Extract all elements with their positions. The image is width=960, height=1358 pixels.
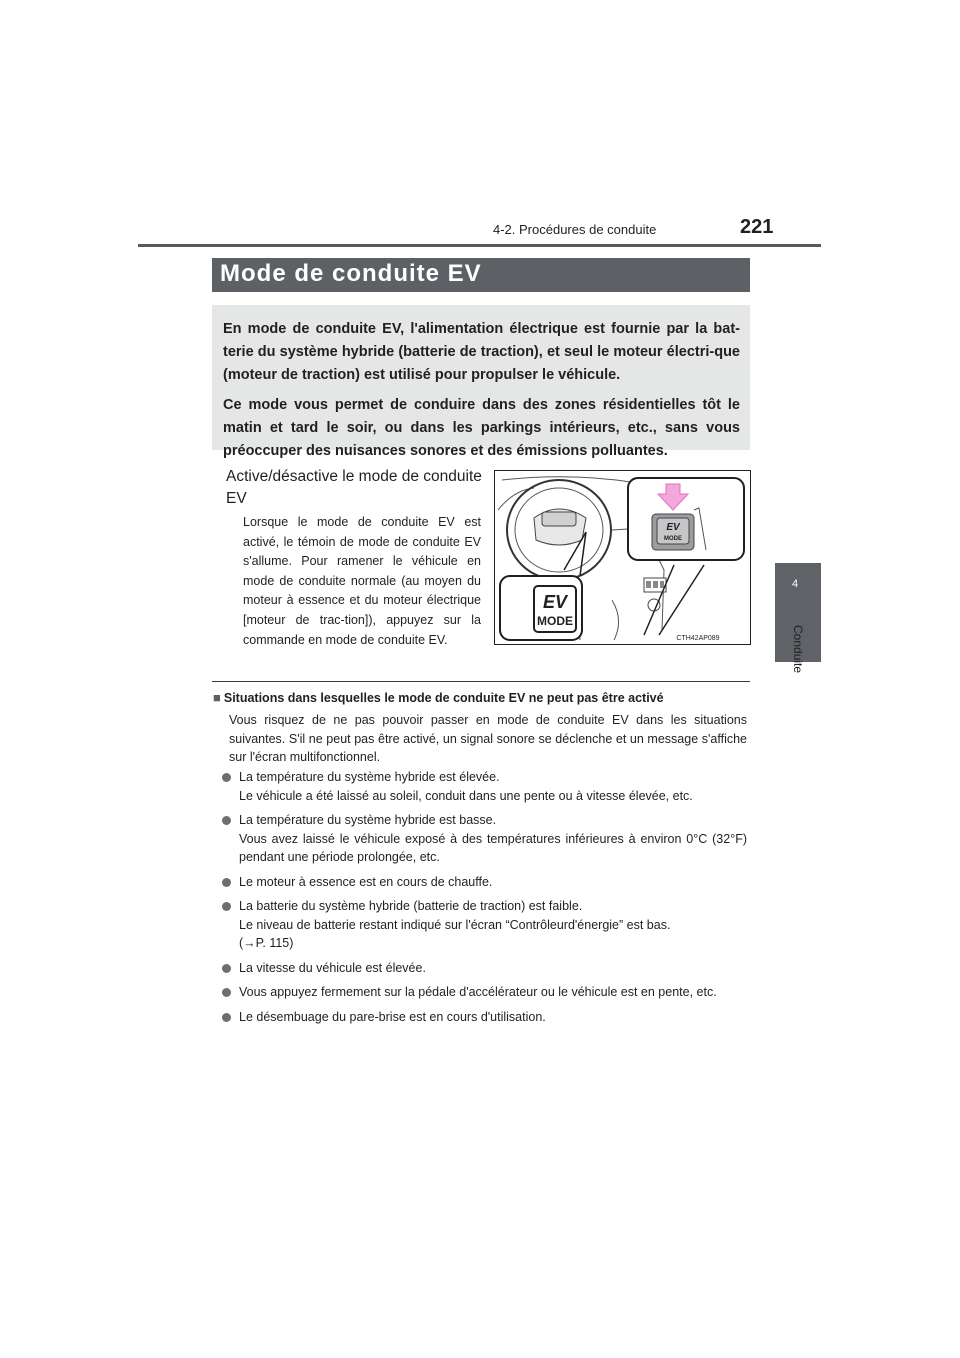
list-item-main: Vous appuyez fermement sur la pédale d'accélérateur ou le véhicule est en pente, etc. [239, 985, 717, 999]
callout-mode-label: MODE [537, 614, 573, 628]
chapter-label: Conduite [791, 625, 805, 674]
intro-paragraph: En mode de conduite EV, l'alimentation électrique est fournie par la bat-terie du système hybride (batterie de traction), et seul le moteur électri-que (moteur de traction) est utilisé pour propulser le véhicule. [223, 321, 740, 383]
control-description: Lorsque le mode de conduite EV est activé, le témoin de mode de conduite EV s'allume. Pour ramener le véhicule en mode de conduite normale (au moyen du moteur à essence et du moteur électrique [moteur de trac-tion]), appuyez sur la commande en mode de conduite EV. [243, 515, 481, 647]
list-item [222, 1008, 747, 1027]
section-rule [212, 681, 750, 682]
page-number: 221 [740, 216, 774, 238]
section-label: 4-2. Procédures de conduite [493, 222, 657, 237]
round-bullet-icon [222, 964, 231, 973]
square-bullet-icon: ■ [213, 690, 221, 705]
list-item [222, 959, 747, 978]
intro-paragraph: Ce mode vous permet de conduire dans des zones résidentielles tôt le matin et tard le soir, ou dans les parkings intérieurs, etc., sans vous préoccuper des nuisances sonores et des émissions polluantes. [223, 397, 740, 459]
list-item-detail: Vous avez laissé le véhicule exposé à des températures inférieures à environ 0°C (32°F) pendant une période prolongée, etc. [239, 831, 747, 864]
list-item [222, 811, 747, 867]
list-item-detail: Le niveau de batterie restant indiqué sur l'écran “Contrôleurd'énergie” est bas. [239, 917, 671, 932]
callout-ev-label: EV [542, 592, 568, 612]
situations-intro: Vous risquez de ne pas pouvoir passer en mode de conduite EV dans les situations suivantes. S'il ne peut pas être activé, un signal sonore se déclenche et un message s'affiche sur l'écran multifonctionnel. [229, 713, 747, 764]
list-item-main: La température du système hybride est basse. [239, 813, 497, 827]
figure-code: CTH42AP089 [676, 635, 720, 642]
inset-mode-label: MODE [664, 536, 682, 542]
page-title: Mode de conduite EV [220, 260, 482, 287]
list-item [222, 768, 747, 805]
list-item-main: La vitesse du véhicule est élevée. [239, 960, 426, 975]
list-item-main: Le désembuage du pare-brise est en cours d'utilisation. [239, 1009, 546, 1024]
list-item-main: La température du système hybride est élevée. [239, 770, 500, 784]
round-bullet-icon [222, 1013, 231, 1022]
list-item-main: Le moteur à essence est en cours de chauffe. [239, 874, 493, 889]
page-reference-link[interactable]: (→P. 115) [239, 936, 294, 950]
intro-box [212, 305, 750, 459]
list-item-main: La batterie du système hybride (batterie de traction) est faible. [239, 899, 583, 913]
situations-heading-text: Situations dans lesquelles le mode de conduite EV ne peut pas être activé [223, 691, 664, 705]
situations-heading [213, 690, 664, 705]
situations-list [222, 768, 747, 1032]
round-bullet-icon [222, 816, 231, 825]
list-item [222, 983, 747, 1002]
list-item [222, 873, 747, 892]
round-bullet-icon [222, 878, 231, 887]
title-bar [212, 258, 750, 292]
round-bullet-icon [222, 902, 231, 911]
header-rule [138, 244, 821, 247]
inset-ev-label: EV [666, 522, 680, 533]
chapter-number: 4 [792, 578, 799, 590]
round-bullet-icon [222, 988, 231, 997]
list-item [222, 897, 747, 953]
control-title: Active/désactive le mode de conduite EV [226, 468, 482, 507]
round-bullet-icon [222, 773, 231, 782]
list-item-detail: Le véhicule a été laissé au soleil, conduit dans une pente ou à vitesse élevée, etc. [239, 788, 693, 803]
ev-mode-figure [494, 470, 751, 645]
